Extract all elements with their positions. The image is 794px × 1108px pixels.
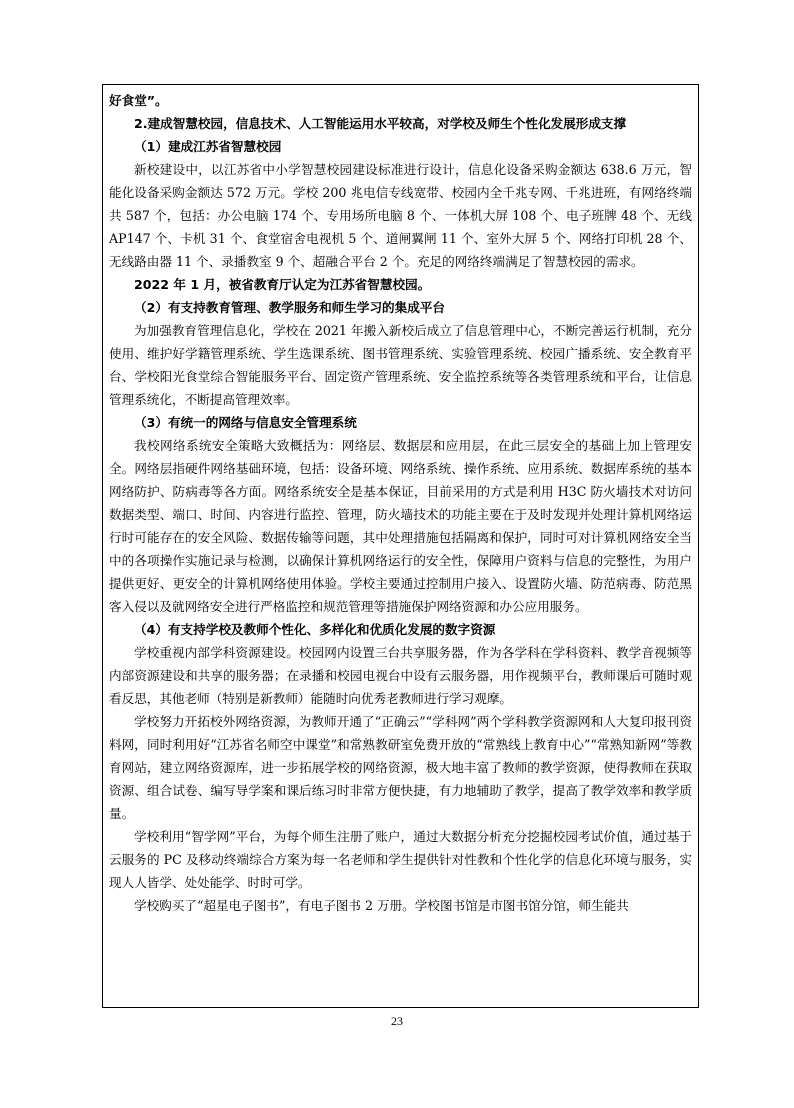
section-heading: 2.建成智慧校园，信息技术、人工智能运用水平较高，对学校及师生个性化发展形成支撑 bbox=[134, 116, 627, 131]
section-heading: 2022 年 1 月，被省教育厅认定为江苏省智慧校园。 bbox=[134, 277, 431, 292]
paragraph: 学校利用“智学网”平台，为每个师生注册了账户，通过大数据分析充分挖掘校园考试价值，通过基于云服务的 PC 及移动终端综合方案为每一名老师和学生提供针对性教和个性化学的信息化环境与服务，实现人人皆学、处处能学、时时可学。 bbox=[109, 829, 692, 890]
section-heading: （3）有统一的网络与信息安全管理系统 bbox=[134, 415, 357, 430]
paragraph: 为加强教育管理信息化，学校在 2021 年搬入新校后成立了信息管理中心，不断完善运行机制，充分使用、维护好学籍管理系统、学生选课系统、图书管理系统、实验管理系统、校园广播系统、安全教育平台、学校阳光食堂综合智能服务平台、固定资产管理系统、安全监控系统等各类管理系统和平台，让信息管理系统化，不断提高管理效率。 bbox=[109, 323, 692, 407]
paragraph: 学校购买了“超星电子图书”，有电子图书 2 万册。学校图书馆是市图书馆分馆，师生能共 bbox=[134, 898, 629, 913]
paragraph: 新校建设中，以江苏省中小学智慧校园建设标准进行设计，信息化设备采购金额达 638.6 万元，智能化设备采购金额达 572 万元。学校 200 兆电信专线宽带、校园内全千兆专网、千兆进班，有网络终端共 587 个，包括：办公电脑 174 个、专用场所电脑 8 个、一体机大屏 108 个、电子班牌 48 个、无线 AP147 个、卡机 31 个、食堂宿舍电视机 5 个、道闸翼闸 11 个、室外大屏 5 个、网络打印机 28 个、无线路由器 11 个、录播教室 9 个、超融合平台 2 个。充足的网络终端满足了智慧校园的需求。 bbox=[109, 162, 692, 269]
section-heading: （1）建成江苏省智慧校园 bbox=[134, 139, 282, 154]
paragraph: 我校网络系统安全策略大致概括为：网络层、数据层和应用层，在此三层安全的基础上加上管理安全。网络层指硬件网络基础环境，包括：设备环境、网络系统、操作系统、应用系统、数据库系统的基本网络防护、防病毒等各方面。网络系统安全是基本保证，目前采用的方式是利用 H3C 防火墙技术对访问数据类型、端口、时间、内容进行监控、管理，防火墙技术的功能主要在于及时发现并处理计算机网络运行时可能存在的安全风险、数据传输等问题，其中处理措施包括隔离和保护，同时可对计算机网络安全当中的各项操作实施记录与检测，以确保计算机网络运行的安全性，保障用户资料与信息的完整性，为用户提供更好、更安全的计算机网络使用体验。学校主要通过控制用户接入、设置防火墙、防范病毒、防范黑客入侵以及就网络安全进行严格监控和规范管理等措施保护网络资源和办公应用服务。 bbox=[109, 438, 692, 614]
document-frame bbox=[102, 84, 699, 1008]
section-heading: （2）有支持教育管理、教学服务和师生学习的集成平台 bbox=[134, 300, 446, 315]
document-body bbox=[103, 85, 698, 917]
page-number: 23 bbox=[391, 1014, 403, 1028]
paragraph: 好食堂”。 bbox=[109, 93, 168, 108]
paragraph: 学校努力开拓校外网络资源，为教师开通了“正确云”“学科网”两个学科教学资源网和人大复印报刊资料网，同时利用好“江苏省名师空中课堂”和常熟教研室免费开放的“常熟线上教育中心”“常熟知新网”等教育网站，建立网络资源库，进一步拓展学校的网络资源，极大地丰富了教师的教学资源，使得教师在获取资源、组合试卷、编写导学案和课后练习时非常方便快捷，有力地辅助了教学，提高了教学效率和教学质量。 bbox=[109, 714, 692, 821]
section-heading: （4）有支持学校及教师个性化、多样化和优质化发展的数字资源 bbox=[134, 622, 496, 637]
paragraph: 学校重视内部学科资源建设。校园网内设置三台共享服务器，作为各学科在学科资料、教学音视频等内部资源建设和共享的服务器；在录播和校园电视台中设有云服务器，用作视频平台，教师课后可随时观看反思，其他老师（特别是新教师）能随时向优秀老教师进行学习观摩。 bbox=[109, 645, 692, 706]
